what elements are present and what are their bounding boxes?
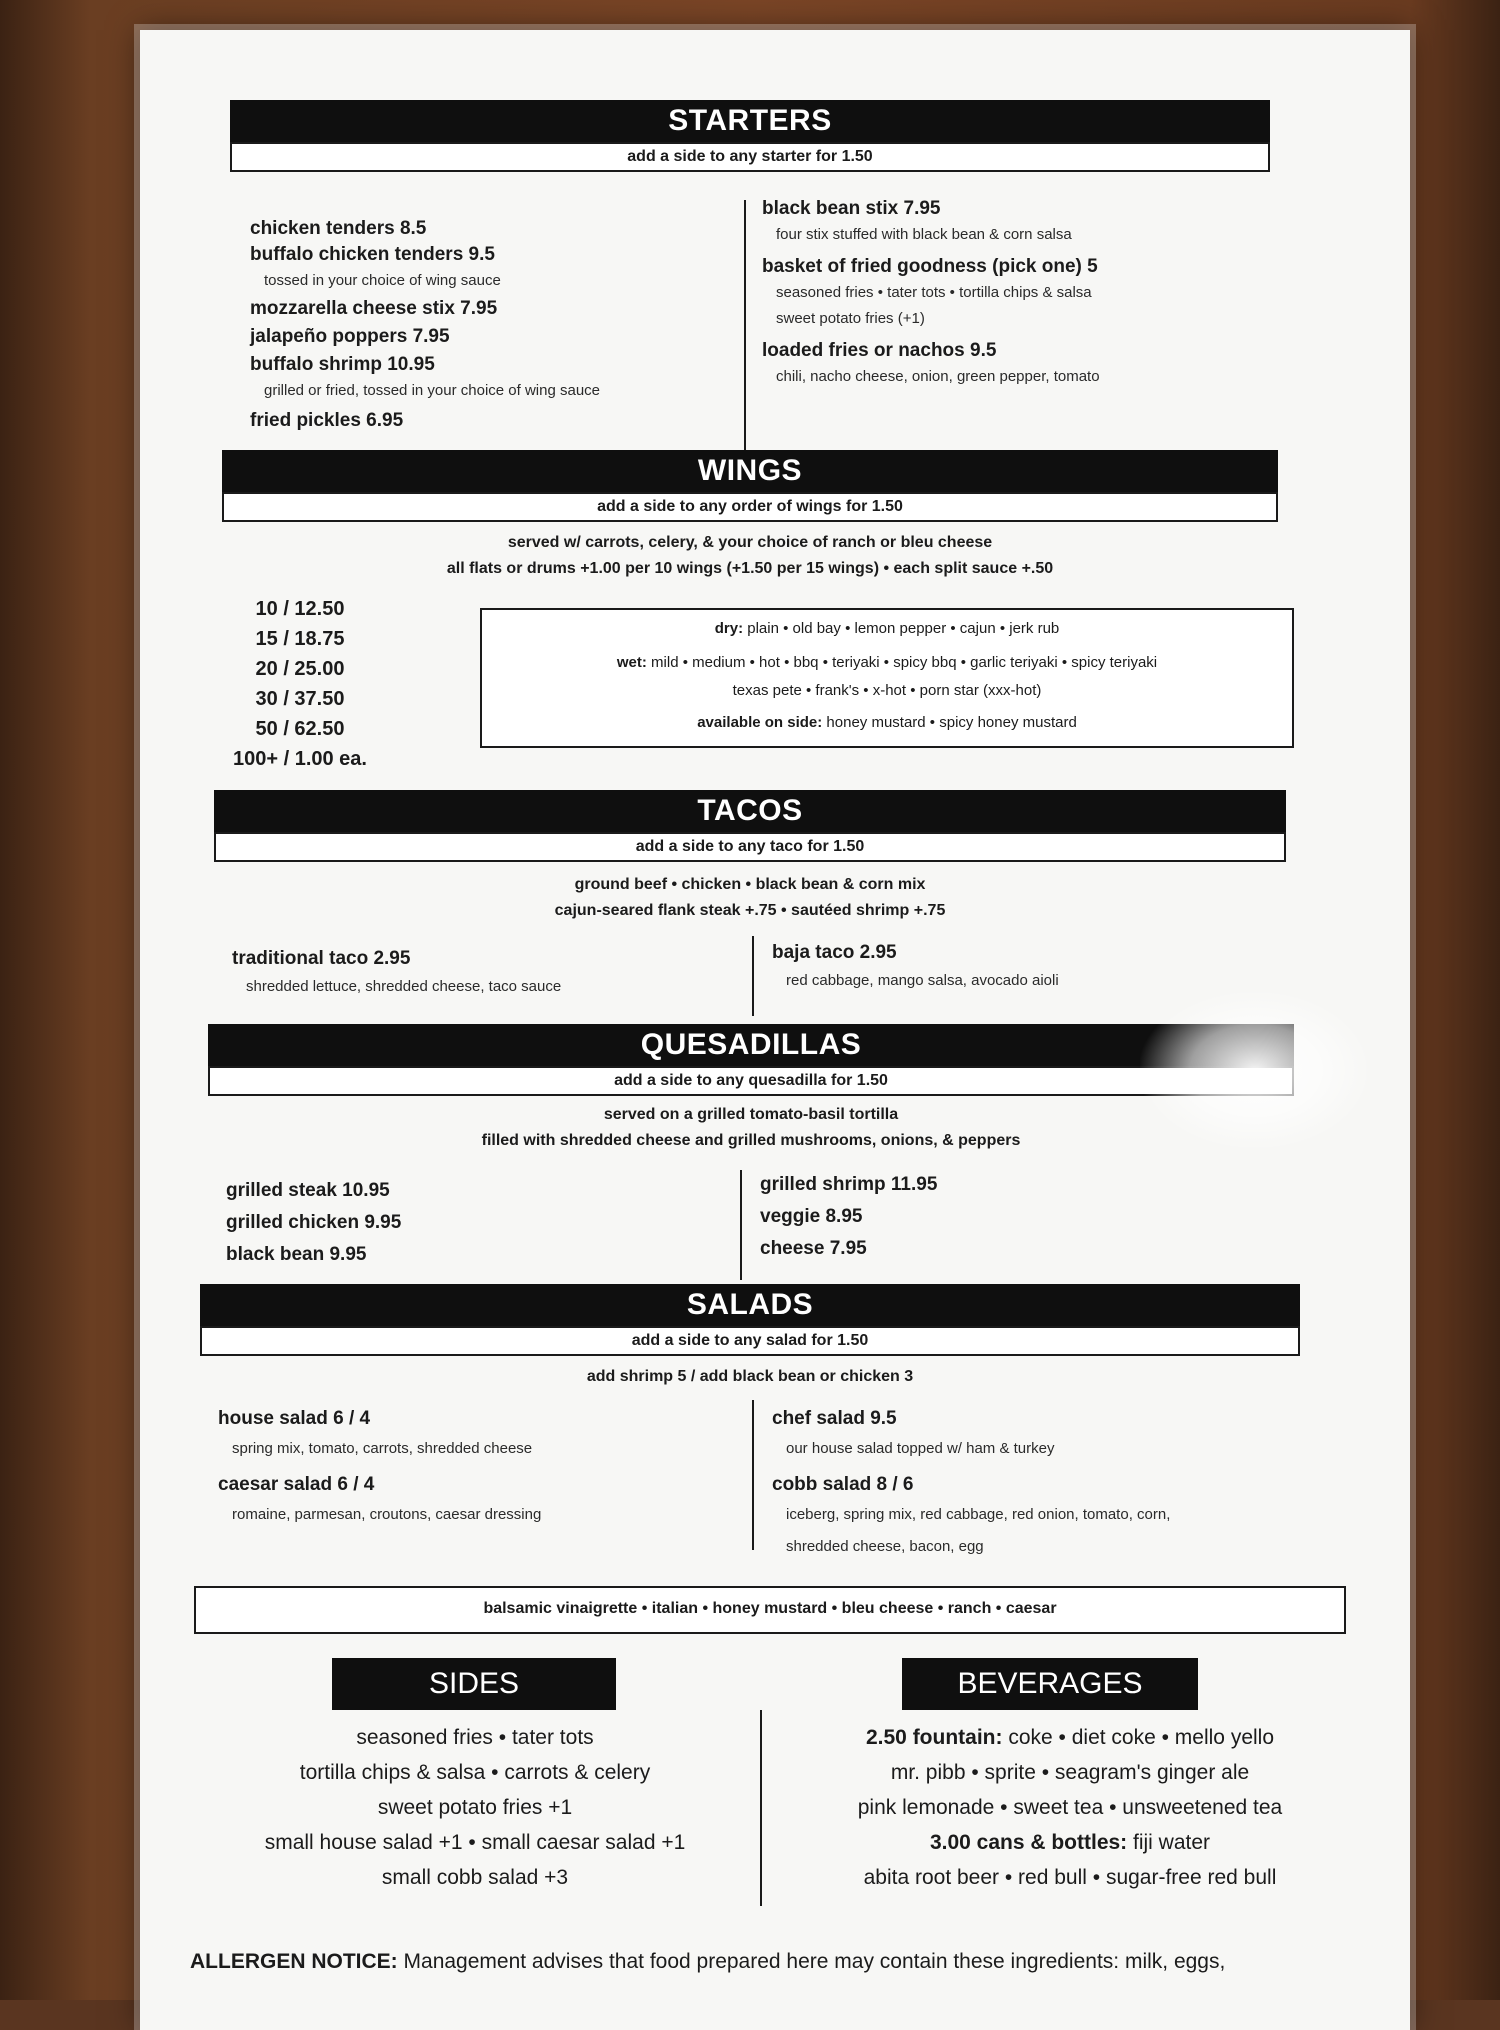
wing-price: 50 / 62.50 xyxy=(255,718,345,740)
side-item: tortilla chips & salsa • carrots & celery xyxy=(299,1761,651,1784)
salads-addons: add shrimp 5 / add black bean or chicken 3 xyxy=(586,1368,914,1385)
beverages-list xyxy=(780,1720,1360,1895)
wing-sauce-box xyxy=(480,608,1294,748)
starter-item: chicken tenders 8.5 xyxy=(250,218,427,239)
beverage-line: 2.50 fountain: coke • diet coke • mello yello xyxy=(865,1726,1275,1749)
dressings-box xyxy=(194,1586,1346,1634)
starter-desc: sweet potato fries (+1) xyxy=(776,310,925,327)
salad-item: chef salad 9.5 xyxy=(772,1408,897,1429)
wing-price: 15 / 18.75 xyxy=(255,628,345,650)
starters-header: STARTERS xyxy=(230,100,1270,142)
quesadilla-item: cheese 7.95 xyxy=(760,1238,867,1259)
taco-desc: shredded lettuce, shredded cheese, taco sauce xyxy=(246,978,562,995)
salad-desc: our house salad topped w/ ham & turkey xyxy=(786,1440,1055,1457)
starter-item: black bean stix 7.95 xyxy=(762,198,941,219)
side-item: small house salad +1 • small caesar salad +1 xyxy=(264,1831,686,1854)
starters-divider xyxy=(744,200,746,460)
tacos-upgrades: cajun-seared flank steak +.75 • sautéed shrimp +.75 xyxy=(554,902,946,919)
starter-item: basket of fried goodness (pick one) 5 xyxy=(762,256,1098,277)
salad-desc: shredded cheese, bacon, egg xyxy=(786,1538,984,1555)
quesadilla-item: black bean 9.95 xyxy=(226,1244,367,1265)
dressings-list: balsamic vinaigrette • italian • honey mustard • bleu cheese • ranch • caesar xyxy=(483,1600,1057,1617)
salad-desc: spring mix, tomato, carrots, shredded cheese xyxy=(232,1440,533,1457)
side-item: small cobb salad +3 xyxy=(381,1866,569,1889)
salad-desc: iceberg, spring mix, red cabbage, red onion, tomato, corn, xyxy=(786,1506,1171,1523)
quesadilla-item: grilled steak 10.95 xyxy=(226,1180,390,1201)
starter-desc: four stix stuffed with black bean & corn salsa xyxy=(776,226,1072,243)
dry-sauces: dry: plain • old bay • lemon pepper • cajun • jerk rub xyxy=(714,620,1060,637)
tacos-header: TACOS xyxy=(214,790,1286,832)
salad-item: caesar salad 6 / 4 xyxy=(218,1474,375,1495)
wing-price: 30 / 37.50 xyxy=(255,688,345,710)
salads-divider xyxy=(752,1400,754,1550)
wing-price: 10 / 12.50 xyxy=(255,598,345,620)
salads-strip: add a side to any salad for 1.50 xyxy=(200,1326,1300,1356)
salad-desc: romaine, parmesan, croutons, caesar dressing xyxy=(232,1506,542,1523)
taco-item: baja taco 2.95 xyxy=(772,942,897,963)
sides-list xyxy=(180,1720,770,1895)
quesadilla-item: grilled shrimp 11.95 xyxy=(760,1174,938,1195)
taco-item: traditional taco 2.95 xyxy=(232,948,411,969)
salad-item: house salad 6 / 4 xyxy=(218,1408,371,1429)
allergen-notice: ALLERGEN NOTICE: Management advises that food prepared here may contain these ingredients: milk, eggs, xyxy=(190,1950,1226,1973)
tacos-proteins: ground beef • chicken • black bean & corn mix xyxy=(574,876,926,893)
taco-desc: red cabbage, mango salsa, avocado aioli xyxy=(786,972,1059,989)
wet-sauces: wet: mild • medium • hot • bbq • teriyaki • spicy bbq • garlic teriyaki • spicy teriyaki xyxy=(616,654,1158,671)
side-item: sweet potato fries +1 xyxy=(377,1796,573,1819)
salads-header: SALADS xyxy=(200,1284,1300,1326)
beverage-line: abita root beer • red bull • sugar-free red bull xyxy=(863,1866,1277,1889)
wings-extra-note: all flats or drums +1.00 per 10 wings (+1.50 per 15 wings) • each split sauce +.50 xyxy=(446,560,1054,577)
starter-desc: tossed in your choice of wing sauce xyxy=(264,272,501,289)
quesadillas-strip: add a side to any quesadilla for 1.50 xyxy=(208,1066,1294,1096)
starter-desc: grilled or fried, tossed in your choice of wing sauce xyxy=(264,382,601,399)
sides-header: SIDES xyxy=(332,1658,616,1710)
starter-item: jalapeño poppers 7.95 xyxy=(250,326,450,347)
quesadilla-item: grilled chicken 9.95 xyxy=(226,1212,402,1233)
wing-price: 100+ / 1.00 ea. xyxy=(232,748,367,770)
quesadilla-item: veggie 8.95 xyxy=(760,1206,863,1227)
beverage-line: 3.00 cans & bottles: fiji water xyxy=(929,1831,1211,1854)
side-item: seasoned fries • tater tots xyxy=(356,1726,594,1749)
wing-price: 20 / 25.00 xyxy=(255,658,345,680)
bottom-divider xyxy=(760,1710,762,1906)
side-sauces: available on side: honey mustard • spicy honey mustard xyxy=(697,714,1077,731)
quesadillas-filling-note: filled with shredded cheese and grilled mushrooms, onions, & peppers xyxy=(481,1132,1021,1149)
quesadillas-divider xyxy=(740,1170,742,1280)
beverages-header: BEVERAGES xyxy=(902,1658,1198,1710)
starter-item: mozzarella cheese stix 7.95 xyxy=(250,298,498,319)
wings-served-note: served w/ carrots, celery, & your choice of ranch or bleu cheese xyxy=(507,534,993,551)
starters-strip: add a side to any starter for 1.50 xyxy=(230,142,1270,172)
starter-desc: seasoned fries • tater tots • tortilla chips & salsa xyxy=(776,284,1092,301)
menu-sheet xyxy=(140,30,1410,2030)
quesadillas-header: QUESADILLAS xyxy=(208,1024,1294,1066)
starter-item: buffalo shrimp 10.95 xyxy=(250,354,435,375)
salad-item: cobb salad 8 / 6 xyxy=(772,1474,914,1495)
wings-strip: add a side to any order of wings for 1.50 xyxy=(222,492,1278,522)
starter-item: fried pickles 6.95 xyxy=(250,410,404,431)
wet-sauces-2: texas pete • frank's • x-hot • porn star (xxx-hot) xyxy=(732,682,1042,699)
quesadillas-tortilla-note: served on a grilled tomato-basil tortilla xyxy=(603,1106,899,1123)
starter-item: loaded fries or nachos 9.5 xyxy=(762,340,997,361)
beverage-line: mr. pibb • sprite • seagram's ginger ale xyxy=(890,1761,1250,1784)
wings-header: WINGS xyxy=(222,450,1278,492)
beverage-line: pink lemonade • sweet tea • unsweetened tea xyxy=(857,1796,1283,1819)
tacos-strip: add a side to any taco for 1.50 xyxy=(214,832,1286,862)
starter-item: buffalo chicken tenders 9.5 xyxy=(250,244,495,265)
starter-desc: chili, nacho cheese, onion, green pepper, tomato xyxy=(776,368,1100,385)
tacos-divider xyxy=(752,936,754,1016)
